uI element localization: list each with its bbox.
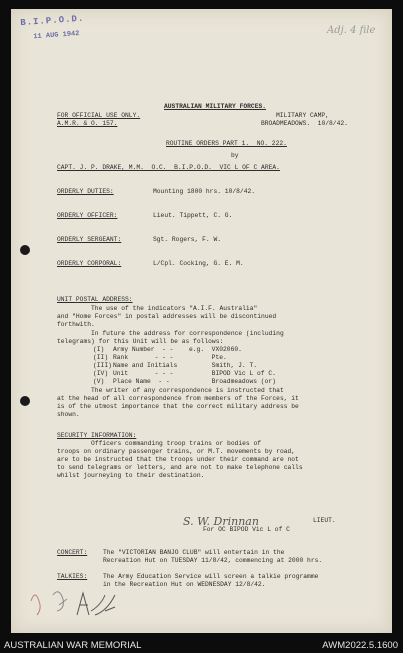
address-item-num: (I) <box>93 346 105 353</box>
postal-closing-line: shown. <box>57 411 80 418</box>
duty-label: ORDERLY CORPORAL: <box>57 260 122 267</box>
address-item-example: Broadmeadows (or) <box>189 378 276 385</box>
security-line: Officers commanding troop trains or bodies of <box>57 440 262 447</box>
address-item-label: Name and Initials <box>113 362 178 369</box>
address-item-label: Rank - - - <box>113 354 174 361</box>
address-item-label: Army Number - - <box>113 346 174 353</box>
postal-closing-line: at the head of all correspondence from members of the Forces, it <box>57 395 299 402</box>
received-stamp <box>16 10 86 53</box>
official-line-2: A.M.R. & O. 157. <box>57 120 118 127</box>
security-line: troops on ordinary passenger trains, or M.T. movements by road, <box>57 448 296 455</box>
postal-line: The use of the indicators "A.I.F. Australia" <box>57 305 258 312</box>
archive-name: AUSTRALIAN WAR MEMORIAL <box>4 640 142 651</box>
postal-line: forthwith. <box>57 321 95 328</box>
notice-label: TALKIES: <box>57 573 88 580</box>
postal-line: In future the address for correspondence (including <box>57 330 284 337</box>
security-line: are to be instructed that the troops under their command are not <box>57 456 299 463</box>
duty-value: Mounting 1800 hrs. 10/8/42. <box>153 188 256 195</box>
duty-value: Lieut. Tippett, C. G. <box>153 212 233 219</box>
signature-rank: LIEUT. <box>313 517 336 524</box>
postal-closing-line: The writer of any correspondence is instructed that <box>57 387 284 394</box>
security-heading: SECURITY INFORMATION: <box>57 432 137 439</box>
official-line-1: FOR OFFICIAL USE ONLY. <box>57 112 141 119</box>
postal-line: telegrams) for this Unit will be as follows: <box>57 338 224 345</box>
document-title: AUSTRALIAN MILITARY FORCES. <box>164 103 267 110</box>
duty-label: ORDERLY DUTIES: <box>57 188 114 195</box>
duty-label: ORDERLY OFFICER: <box>57 212 118 219</box>
address-item-example: Smith, J. T. <box>189 362 258 369</box>
punch-hole <box>20 245 30 255</box>
document-page <box>11 9 392 633</box>
notice-line: Recreation Hut on TUESDAY 11/8/42, commencing at 2000 hrs. <box>103 557 323 564</box>
postal-heading: UNIT POSTAL ADDRESS: <box>57 296 133 303</box>
address-item-label: Place Name - - <box>113 378 170 385</box>
address-item-label: Unit - - - <box>113 370 174 377</box>
camp-line-2: BROADMEADOWS. 10/8/42. <box>261 120 348 127</box>
handwritten-marks <box>25 581 135 627</box>
duty-value: Sgt. Rogers, F. W. <box>153 236 222 243</box>
duty-label: ORDERLY SERGEANT: <box>57 236 122 243</box>
address-item-num: (III) <box>93 362 112 369</box>
orders-title: ROUTINE ORDERS PART 1. NO. 222. <box>166 140 287 147</box>
archive-footer <box>0 637 403 653</box>
address-item-example: Pte. <box>189 354 227 361</box>
punch-hole <box>20 396 30 406</box>
notice-line: The Army Education Service will screen a talkie programme <box>103 573 319 580</box>
security-line: whilst journeying to their destination. <box>57 472 205 479</box>
signature-for-line: For OC BIPOD Vic L of C <box>203 526 290 533</box>
address-item-num: (V) <box>93 378 105 385</box>
signature: S. W. Drinnan <box>183 515 259 528</box>
notice-line: in the Recreation Hut on WEDNESDAY 12/8/42. <box>103 581 266 588</box>
address-item-example: BIPOD Vic L of C. <box>189 370 276 377</box>
postal-closing-line: is of the utmost importance that the correct military address be <box>57 403 299 410</box>
notice-line: The "VICTORIAN BANJO CLUB" will entertain in the <box>103 549 285 556</box>
commander-line: CAPT. J. P. DRAKE, M.M. O.C. B.I.P.O.D. VIC L OF C AREA. <box>57 164 280 171</box>
by-text: by <box>231 152 239 159</box>
stamp-date: 11 AUG 1942 <box>33 30 80 42</box>
address-item-example: e.g. VX02060. <box>189 346 242 353</box>
address-item-num: (II) <box>93 354 109 361</box>
stamp-text: B.I.P.O.D. <box>20 13 85 29</box>
archive-id: AWM2022.5.1600 <box>322 640 398 651</box>
camp-line-1: MILITARY CAMP, <box>276 112 329 119</box>
postal-line: and "Home Forces" in postal addresses will be discontinued <box>57 313 277 320</box>
notice-label: CONCERT: <box>57 549 88 556</box>
pencil-note: Adj. 4 file <box>327 25 376 36</box>
address-item-num: (IV) <box>93 370 109 377</box>
security-line: to send telegrams or letters, and are not to make telephone calls <box>57 464 303 471</box>
duty-value: L/Cpl. Cocking, G. E. M. <box>153 260 244 267</box>
